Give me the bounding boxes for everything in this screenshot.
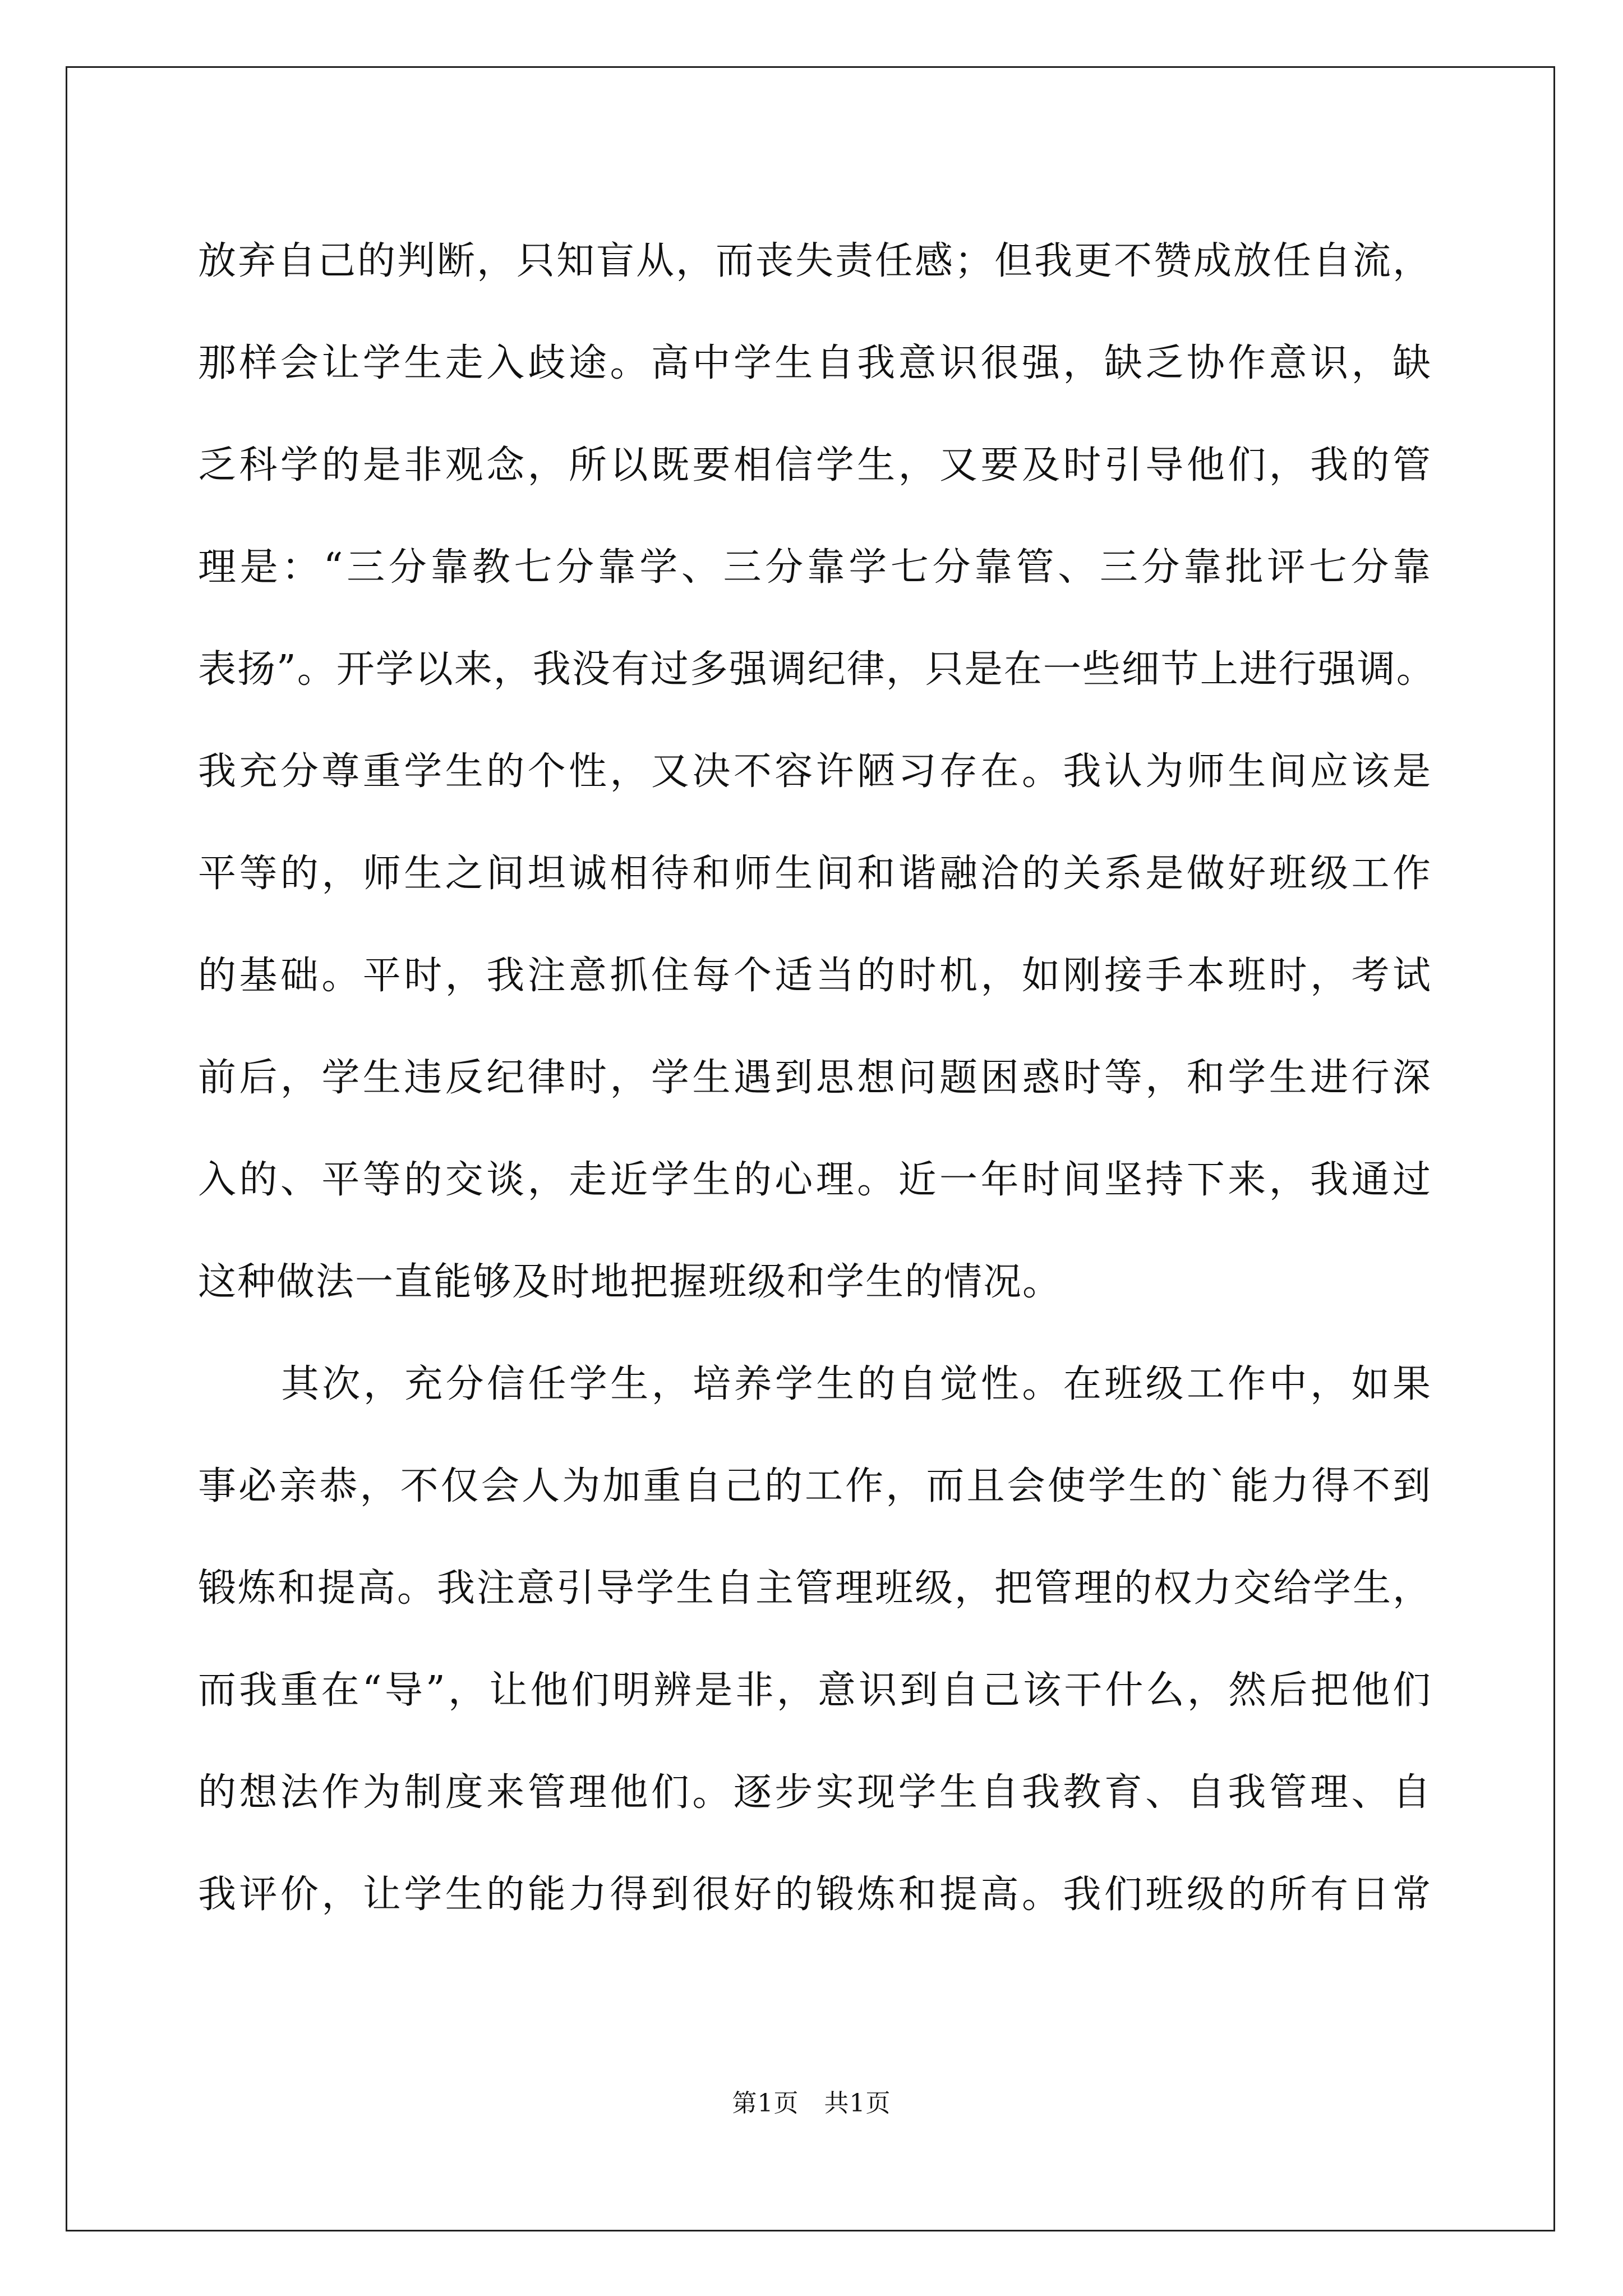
text-line: 理是：“三分靠教七分靠学、三分靠学七分靠管、三分靠批评七分靠: [198, 545, 1432, 590]
document-body: [198, 210, 1436, 1946]
text-line-paragraph-start: 其次，充分信任学生，培养学生的自觉性。在班级工作中，如果: [281, 1362, 1432, 1406]
text-line: 我评价，让学生的能力得到很好的锻炼和提高。我们班级的所有日常: [198, 1872, 1432, 1917]
text-line: 乏科学的是非观念，所以既要相信学生，又要及时引导他们，我的管: [198, 443, 1432, 487]
text-line: 放弃自己的判断，只知盲从，而丧失责任感；但我更不赞成放任自流，: [198, 239, 1432, 283]
text-line: 事必亲恭，不仅会人为加重自己的工作，而且会使学生的`能力得不到: [198, 1464, 1432, 1508]
text-line: 那样会让学生走入歧途。高中学生自我意识很强，缺乏协作意识，缺: [198, 341, 1432, 385]
text-line: 的想法作为制度来管理他们。逐步实现学生自我教育、自我管理、自: [198, 1770, 1432, 1815]
text-line: 前后，学生违反纪律时，学生遇到思想问题困惑时等，和学生进行深: [198, 1056, 1432, 1100]
text-line: 这种做法一直能够及时地把握班级和学生的情况。: [198, 1260, 1062, 1304]
text-line: 平等的，师生之间坦诚相待和师生间和谐融洽的关系是做好班级工作: [198, 852, 1432, 896]
page-number-footer: 第1页 共1页: [732, 2089, 891, 2118]
text-line: 表扬”。开学以来，我没有过多强调纪律，只是在一些细节上进行强调。: [198, 647, 1436, 692]
text-line: 入的、平等的交谈，走近学生的心理。近一年时间坚持下来，我通过: [198, 1158, 1432, 1202]
text-line: 我充分尊重学生的个性，又决不容许陋习存在。我认为师生间应该是: [198, 749, 1432, 794]
text-line: 的基础。平时，我注意抓住每个适当的时机，如刚接手本班时，考试: [198, 954, 1432, 998]
text-line: 而我重在“导”，让他们明辨是非，意识到自己该干什么，然后把他们: [198, 1668, 1432, 1713]
text-line: 锻炼和提高。我注意引导学生自主管理班级，把管理的权力交给学生，: [198, 1566, 1432, 1611]
